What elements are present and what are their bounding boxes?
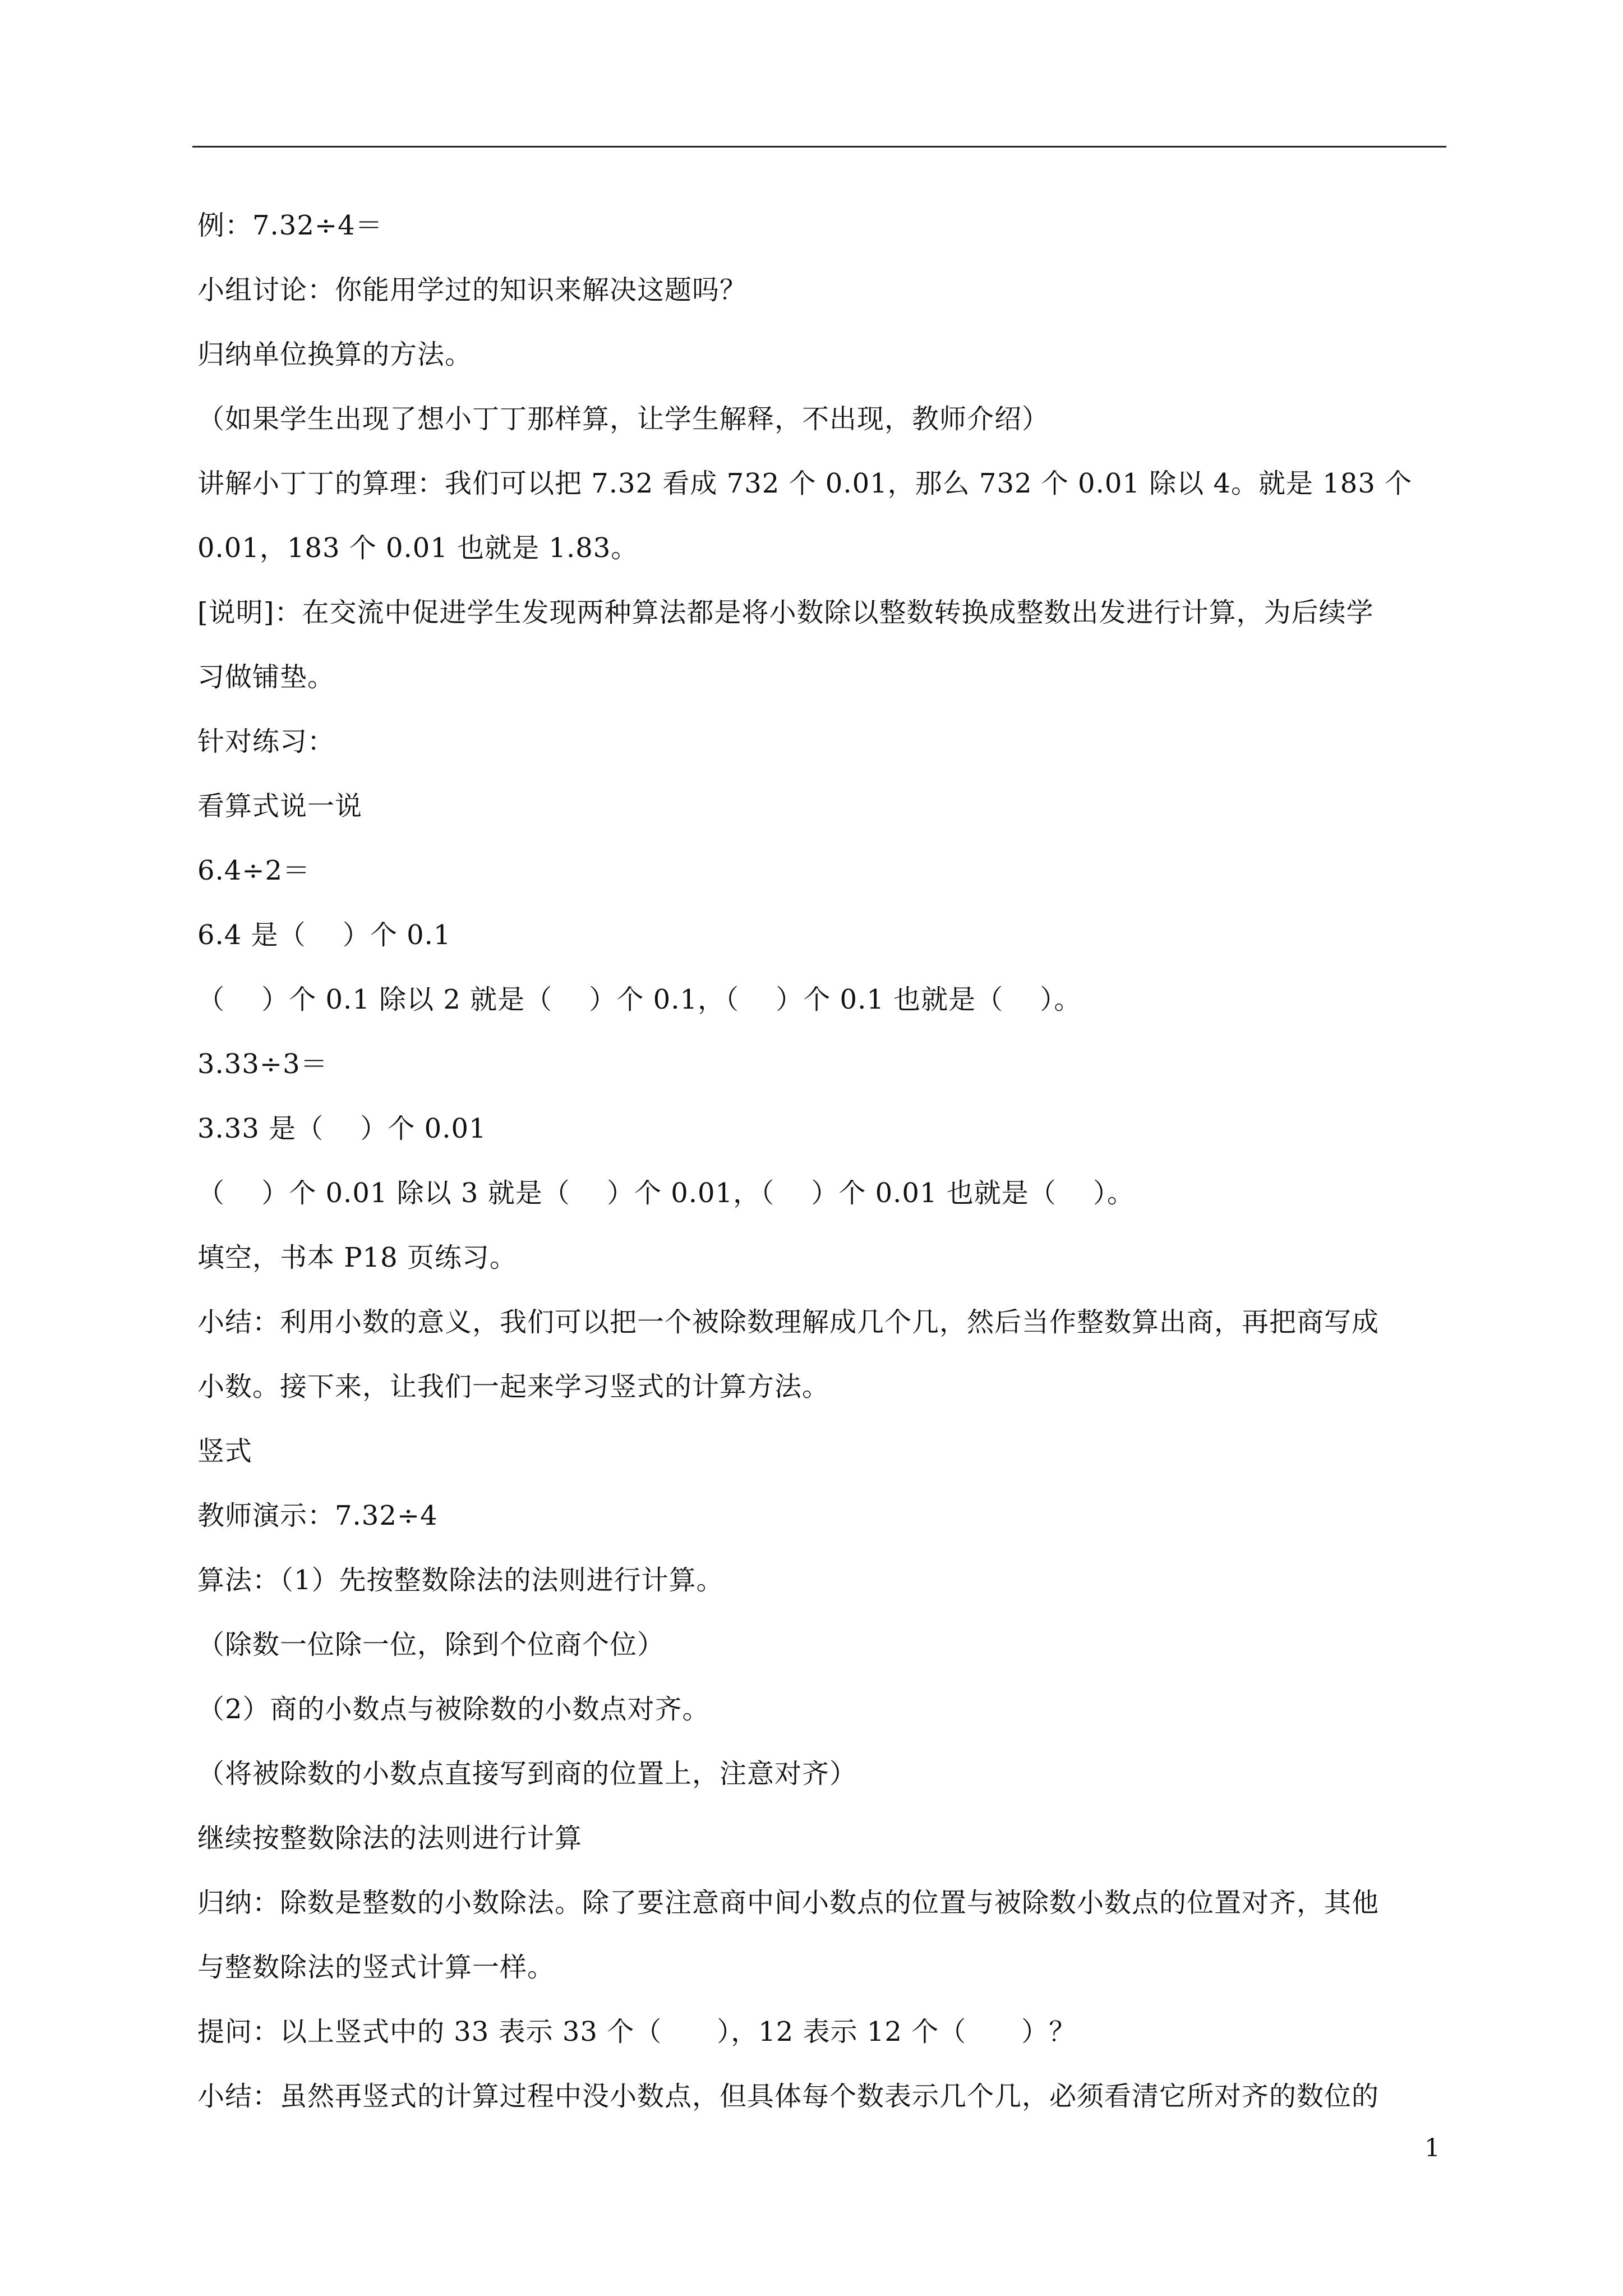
text-line: （除数一位除一位，除到个位商个位） (197, 1629, 665, 1660)
text-line: 讲解小丁丁的算理：我们可以把 7.32 看成 732 个 0.01，那么 732 个 0.01 除以 4。就是 183 个 (197, 468, 1413, 499)
text-line: 归纳单位换算的方法。 (197, 339, 473, 370)
text-line: 与整数除法的竖式计算一样。 (197, 1952, 555, 1983)
text-line: 继续按整数除法的法则进行计算 (197, 1823, 583, 1854)
text-line: 提问：以上竖式中的 33 表示 33 个（ ），12 表示 12 个（ ）？ (197, 2016, 1077, 2047)
text-line: 算法：（1）先按整数除法的法则进行计算。 (197, 1565, 724, 1596)
page-number: 1 (1424, 2134, 1440, 2162)
header-rule (192, 146, 1446, 148)
text-line: （ ）个 0.1 除以 2 就是（ ）个 0.1，（ ）个 0.1 也就是（ ）。 (197, 984, 1082, 1015)
text-line: 针对练习： (197, 726, 335, 757)
text-line: 例：7.32÷4＝ (197, 210, 383, 241)
text-line: 小结：利用小数的意义，我们可以把一个被除数理解成几个几，然后当作整数算出商，再把商写成 (197, 1306, 1380, 1338)
document-body (197, 194, 1447, 2129)
text-line: 小组讨论：你能用学过的知识来解决这题吗？ (197, 274, 748, 306)
text-line: 6.4÷2＝ (197, 855, 311, 886)
text-line: 填空，书本 P18 页练习。 (197, 1242, 517, 1273)
text-line: 小数。接下来，让我们一起来学习竖式的计算方法。 (197, 1371, 830, 1402)
text-line: 3.33 是（ ）个 0.01 (197, 1113, 487, 1144)
text-line: 竖式 (197, 1435, 253, 1467)
text-line: 看算式说一说 (197, 790, 363, 822)
text-line: 归纳：除数是整数的小数除法。除了要注意商中间小数点的位置与被除数小数点的位置对齐，其他 (197, 1887, 1380, 1918)
text-line: 6.4 是（ ）个 0.1 (197, 919, 451, 951)
text-line: （ ）个 0.01 除以 3 就是（ ）个 0.01，（ ）个 0.01 也就是（ ）。 (197, 1177, 1135, 1209)
text-line: 教师演示：7.32÷4 (197, 1500, 438, 1531)
text-line: [说明]：在交流中促进学生发现两种算法都是将小数除以整数转换成整数出发进行计算，为后续学 (197, 597, 1374, 628)
text-line: 小结：虽然再竖式的计算过程中没小数点，但具体每个数表示几个几，必须看清它所对齐的数位的 (197, 2081, 1380, 2112)
text-line: （如果学生出现了想小丁丁那样算，让学生解释，不出现，教师介绍） (197, 403, 1050, 435)
text-line: 习做铺垫。 (197, 661, 335, 693)
text-line: （将被除数的小数点直接写到商的位置上，注意对齐） (197, 1758, 857, 1789)
text-line: 0.01，183 个 0.01 也就是 1.83。 (197, 532, 639, 564)
text-line: （2）商的小数点与被除数的小数点对齐。 (197, 1694, 710, 1725)
text-line: 3.33÷3＝ (197, 1048, 328, 1080)
